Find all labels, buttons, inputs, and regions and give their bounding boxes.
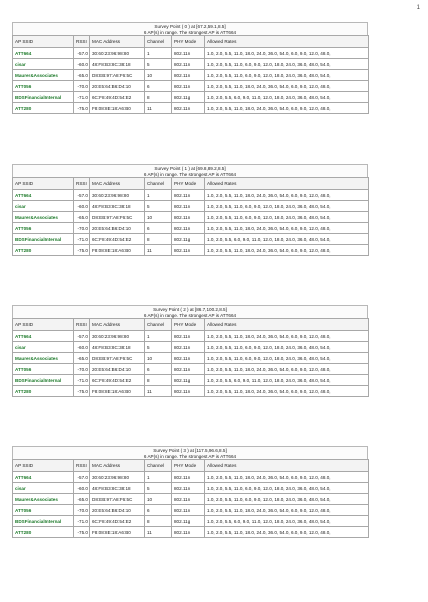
phy-mode-cell: 802.11n xyxy=(172,494,205,505)
allowed-rates-cell: 1.0, 2.0, 5.5, 11.0, 6.0, 9.0, 12.0, 18.0, 24.0, 36.0, 48.0, 54.0, xyxy=(205,494,369,505)
allowed-rates-cell: 1.0, 2.0, 5.5, 6.0, 9.0, 11.0, 12.0, 18.0, 24.0, 36.0, 48.0, 54.0, xyxy=(205,234,369,245)
allowed-rates-cell: 1.0, 2.0, 5.5, 6.0, 9.0, 11.0, 12.0, 18.0, 24.0, 36.0, 48.0, 54.0, xyxy=(205,375,369,386)
rssi-cell: -70.0 xyxy=(74,364,90,375)
survey-title: Survey Point ( 3 ) at [117.5,96.6,8.5] xyxy=(153,447,227,453)
table-header-row xyxy=(13,319,369,331)
rssi-cell: -57.0 xyxy=(74,331,90,342)
ap-ssid-cell: cisar xyxy=(13,201,74,212)
rssi-header: RSSI xyxy=(74,319,90,331)
phy-mode-cell: 802.11n xyxy=(172,353,205,364)
table-row xyxy=(13,245,369,256)
survey-point-block xyxy=(12,22,368,114)
survey-caption xyxy=(12,446,368,459)
ap-ssid-cell: BDSFinancialInternal xyxy=(13,92,74,103)
allowed-rates-cell: 1.0, 2.0, 5.5, 11.0, 6.0, 9.0, 12.0, 18.0, 24.0, 36.0, 48.0, 54.0, xyxy=(205,201,369,212)
ap-ssid-cell: ATT056 xyxy=(13,505,74,516)
ap-ssid-cell: ATT056 xyxy=(13,364,74,375)
ap-ssid-header: AP SSID xyxy=(13,319,74,331)
channel-cell: 1 xyxy=(145,48,172,59)
ap-table xyxy=(12,177,369,256)
rssi-cell: -57.0 xyxy=(74,48,90,59)
table-row xyxy=(13,353,369,364)
allowed-rates-cell: 1.0, 2.0, 5.5, 11.0, 18.0, 24.0, 36.0, 54.0, 6.0, 9.0, 12.0, 48.0, xyxy=(205,103,369,114)
phy-mode-cell: 802.11n xyxy=(172,505,205,516)
ap-ssid-cell: ATT280 xyxy=(13,245,74,256)
rssi-cell: -65.0 xyxy=(74,353,90,364)
survey-caption xyxy=(12,164,368,177)
channel-cell: 10 xyxy=(145,70,172,81)
rssi-cell: -71.0 xyxy=(74,375,90,386)
rssi-header: RSSI xyxy=(74,178,90,190)
table-row xyxy=(13,48,369,59)
allowed-rates-cell: 1.0, 2.0, 5.5, 6.0, 9.0, 11.0, 12.0, 18.0, 24.0, 36.0, 48.0, 54.0, xyxy=(205,516,369,527)
mac-address-cell: D8:EB:97:A8:F6:5C xyxy=(90,70,145,81)
phy-mode-cell: 802.11n xyxy=(172,245,205,256)
page-number: 1 xyxy=(416,5,420,11)
allowed-rates-cell: 1.0, 2.0, 5.5, 11.0, 18.0, 24.0, 36.0, 54.0, 6.0, 9.0, 12.0, 48.0, xyxy=(205,505,369,516)
channel-cell: 11 xyxy=(145,245,172,256)
phy-mode-header: PHY Mode xyxy=(172,460,205,472)
table-header-row xyxy=(13,460,369,472)
survey-point-block xyxy=(12,164,368,256)
table-row xyxy=(13,527,369,538)
phy-mode-cell: 802.11n xyxy=(172,386,205,397)
mac-address-cell: 48:F8:B3:8C:38:18 xyxy=(90,201,145,212)
ap-ssid-cell: Maurer&Associates xyxy=(13,212,74,223)
phy-mode-header: PHY Mode xyxy=(172,178,205,190)
rssi-header: RSSI xyxy=(74,460,90,472)
table-row xyxy=(13,212,369,223)
mac-address-cell: D8:EB:97:A8:F6:5C xyxy=(90,494,145,505)
allowed-rates-cell: 1.0, 2.0, 5.5, 11.0, 6.0, 9.0, 12.0, 18.0, 24.0, 36.0, 48.0, 54.0, xyxy=(205,483,369,494)
phy-mode-cell: 802.11n xyxy=(172,483,205,494)
table-row xyxy=(13,331,369,342)
survey-point-block xyxy=(12,446,368,538)
rssi-cell: -65.0 xyxy=(74,494,90,505)
ap-ssid-cell: Maurer&Associates xyxy=(13,70,74,81)
rssi-cell: -65.0 xyxy=(74,212,90,223)
mac-address-cell: 30:60:23:96:98:80 xyxy=(90,48,145,59)
ap-ssid-header: AP SSID xyxy=(13,36,74,48)
survey-point-block xyxy=(12,305,368,397)
survey-title: Survey Point ( 0 ) at [67.2,59.1,8.5] xyxy=(154,23,226,29)
channel-cell: 11 xyxy=(145,527,172,538)
mac-address-cell: 48:F8:B3:8C:38:18 xyxy=(90,59,145,70)
table-header-row xyxy=(13,36,369,48)
ap-ssid-cell: ATT280 xyxy=(13,103,74,114)
table-row xyxy=(13,103,369,114)
table-row xyxy=(13,483,369,494)
rssi-cell: -70.0 xyxy=(74,505,90,516)
table-row xyxy=(13,516,369,527)
rssi-cell: -71.0 xyxy=(74,92,90,103)
allowed-rates-header: Allowed Rates xyxy=(205,178,369,190)
channel-cell: 10 xyxy=(145,353,172,364)
allowed-rates-header: Allowed Rates xyxy=(205,460,369,472)
phy-mode-cell: 802.11n xyxy=(172,364,205,375)
allowed-rates-cell: 1.0, 2.0, 5.5, 11.0, 6.0, 9.0, 12.0, 18.0, 24.0, 36.0, 48.0, 54.0, xyxy=(205,212,369,223)
channel-cell: 11 xyxy=(145,103,172,114)
channel-cell: 1 xyxy=(145,331,172,342)
mac-address-cell: 6C:F8:49:4D:54:E2 xyxy=(90,375,145,386)
phy-mode-cell: 802.11n xyxy=(172,342,205,353)
allowed-rates-cell: 1.0, 2.0, 5.5, 6.0, 9.0, 11.0, 12.0, 18.0, 24.0, 36.0, 48.0, 54.0, xyxy=(205,92,369,103)
mac-address-cell: D8:EB:97:A8:F6:5C xyxy=(90,353,145,364)
rssi-cell: -70.0 xyxy=(74,223,90,234)
phy-mode-cell: 802.11g xyxy=(172,375,205,386)
phy-mode-cell: 802.11n xyxy=(172,190,205,201)
allowed-rates-cell: 1.0, 2.0, 5.5, 11.0, 6.0, 9.0, 12.0, 18.0, 24.0, 36.0, 48.0, 54.0, xyxy=(205,342,369,353)
mac-address-cell: F8:08:8E:18:A6:B0 xyxy=(90,103,145,114)
allowed-rates-cell: 1.0, 2.0, 5.5, 11.0, 18.0, 24.0, 36.0, 54.0, 6.0, 9.0, 12.0, 48.0, xyxy=(205,527,369,538)
channel-cell: 8 xyxy=(145,234,172,245)
channel-cell: 5 xyxy=(145,483,172,494)
allowed-rates-cell: 1.0, 2.0, 5.5, 11.0, 18.0, 24.0, 36.0, 54.0, 6.0, 9.0, 12.0, 48.0, xyxy=(205,81,369,92)
channel-header: Channel xyxy=(145,36,172,48)
phy-mode-cell: 802.11g xyxy=(172,92,205,103)
phy-mode-header: PHY Mode xyxy=(172,36,205,48)
phy-mode-cell: 802.11n xyxy=(172,331,205,342)
mac-address-cell: 30:60:23:96:98:80 xyxy=(90,331,145,342)
allowed-rates-cell: 1.0, 2.0, 5.5, 11.0, 18.0, 24.0, 36.0, 54.0, 6.0, 9.0, 12.0, 48.0, xyxy=(205,472,369,483)
allowed-rates-header: Allowed Rates xyxy=(205,36,369,48)
ap-table xyxy=(12,35,369,114)
mac-address-header: MAC Address xyxy=(90,36,145,48)
phy-mode-cell: 802.11n xyxy=(172,103,205,114)
channel-cell: 1 xyxy=(145,190,172,201)
phy-mode-cell: 802.11n xyxy=(172,527,205,538)
allowed-rates-cell: 1.0, 2.0, 5.5, 11.0, 6.0, 9.0, 12.0, 18.0, 24.0, 36.0, 48.0, 54.0, xyxy=(205,59,369,70)
phy-mode-cell: 802.11n xyxy=(172,212,205,223)
allowed-rates-cell: 1.0, 2.0, 5.5, 11.0, 18.0, 24.0, 36.0, 54.0, 6.0, 9.0, 12.0, 48.0, xyxy=(205,190,369,201)
phy-mode-cell: 802.11n xyxy=(172,70,205,81)
channel-cell: 8 xyxy=(145,92,172,103)
channel-cell: 10 xyxy=(145,494,172,505)
rssi-cell: -60.0 xyxy=(74,483,90,494)
channel-header: Channel xyxy=(145,178,172,190)
channel-cell: 10 xyxy=(145,212,172,223)
survey-caption xyxy=(12,22,368,35)
survey-summary: 6 AP(s) in range. The strongest AP is ATT664 xyxy=(143,171,237,177)
table-row xyxy=(13,472,369,483)
phy-mode-cell: 802.11n xyxy=(172,59,205,70)
ap-ssid-cell: ATT056 xyxy=(13,223,74,234)
ap-ssid-cell: Maurer&Associates xyxy=(13,353,74,364)
ap-ssid-cell: cisar xyxy=(13,59,74,70)
ap-ssid-cell: BDSFinancialInternal xyxy=(13,516,74,527)
phy-mode-cell: 802.11n xyxy=(172,48,205,59)
rssi-cell: -70.0 xyxy=(74,81,90,92)
ap-ssid-cell: cisar xyxy=(13,342,74,353)
mac-address-cell: 6C:F8:49:4D:54:E2 xyxy=(90,92,145,103)
rssi-cell: -71.0 xyxy=(74,234,90,245)
mac-address-cell: 20:E5:64:B6:D4:10 xyxy=(90,364,145,375)
ap-table xyxy=(12,318,369,397)
mac-address-cell: 20:E5:64:B6:D4:10 xyxy=(90,81,145,92)
channel-cell: 1 xyxy=(145,472,172,483)
allowed-rates-cell: 1.0, 2.0, 5.5, 11.0, 18.0, 24.0, 36.0, 54.0, 6.0, 9.0, 12.0, 48.0, xyxy=(205,48,369,59)
allowed-rates-cell: 1.0, 2.0, 5.5, 11.0, 6.0, 9.0, 12.0, 18.0, 24.0, 36.0, 48.0, 54.0, xyxy=(205,70,369,81)
allowed-rates-cell: 1.0, 2.0, 5.5, 11.0, 18.0, 24.0, 36.0, 54.0, 6.0, 9.0, 12.0, 48.0, xyxy=(205,223,369,234)
rssi-cell: -75.0 xyxy=(74,527,90,538)
table-row xyxy=(13,364,369,375)
phy-mode-cell: 802.11n xyxy=(172,472,205,483)
table-row xyxy=(13,70,369,81)
table-row xyxy=(13,375,369,386)
allowed-rates-cell: 1.0, 2.0, 5.5, 11.0, 18.0, 24.0, 36.0, 54.0, 6.0, 9.0, 12.0, 48.0, xyxy=(205,364,369,375)
phy-mode-header: PHY Mode xyxy=(172,319,205,331)
table-row xyxy=(13,234,369,245)
ap-ssid-cell: ATT280 xyxy=(13,527,74,538)
allowed-rates-cell: 1.0, 2.0, 5.5, 11.0, 18.0, 24.0, 36.0, 54.0, 6.0, 9.0, 12.0, 48.0, xyxy=(205,245,369,256)
survey-summary: 6 AP(s) in range. The strongest AP is ATT664 xyxy=(143,29,237,35)
mac-address-cell: 30:60:23:96:98:80 xyxy=(90,190,145,201)
allowed-rates-cell: 1.0, 2.0, 5.5, 11.0, 18.0, 24.0, 36.0, 54.0, 6.0, 9.0, 12.0, 48.0, xyxy=(205,386,369,397)
rssi-cell: -65.0 xyxy=(74,70,90,81)
rssi-cell: -75.0 xyxy=(74,245,90,256)
allowed-rates-cell: 1.0, 2.0, 5.5, 11.0, 18.0, 24.0, 36.0, 54.0, 6.0, 9.0, 12.0, 48.0, xyxy=(205,331,369,342)
mac-address-cell: 6C:F8:49:4D:54:E2 xyxy=(90,516,145,527)
ap-ssid-cell: BDSFinancialInternal xyxy=(13,375,74,386)
channel-cell: 8 xyxy=(145,516,172,527)
mac-address-header: MAC Address xyxy=(90,460,145,472)
survey-title: Survey Point ( 2 ) at [86.7,100.2,8.5] xyxy=(153,306,227,312)
ap-ssid-cell: ATT664 xyxy=(13,48,74,59)
channel-cell: 5 xyxy=(145,342,172,353)
mac-address-header: MAC Address xyxy=(90,319,145,331)
table-row xyxy=(13,342,369,353)
ap-ssid-cell: ATT056 xyxy=(13,81,74,92)
table-row xyxy=(13,505,369,516)
rssi-header: RSSI xyxy=(74,36,90,48)
ap-ssid-cell: cisar xyxy=(13,483,74,494)
rssi-cell: -60.0 xyxy=(74,201,90,212)
mac-address-cell: F8:08:8E:18:A6:B0 xyxy=(90,527,145,538)
phy-mode-cell: 802.11n xyxy=(172,223,205,234)
table-row xyxy=(13,190,369,201)
allowed-rates-cell: 1.0, 2.0, 5.5, 11.0, 6.0, 9.0, 12.0, 18.0, 24.0, 36.0, 48.0, 54.0, xyxy=(205,353,369,364)
survey-summary: 6 AP(s) in range. The strongest AP is ATT664 xyxy=(143,453,237,459)
table-row xyxy=(13,494,369,505)
ap-ssid-cell: ATT664 xyxy=(13,331,74,342)
table-row xyxy=(13,223,369,234)
mac-address-header: MAC Address xyxy=(90,178,145,190)
mac-address-cell: 48:F8:B3:8C:38:18 xyxy=(90,483,145,494)
channel-header: Channel xyxy=(145,319,172,331)
phy-mode-cell: 802.11n xyxy=(172,81,205,92)
rssi-cell: -57.0 xyxy=(74,472,90,483)
mac-address-cell: 20:E5:64:B6:D4:10 xyxy=(90,505,145,516)
channel-cell: 5 xyxy=(145,59,172,70)
rssi-cell: -60.0 xyxy=(74,59,90,70)
rssi-cell: -71.0 xyxy=(74,516,90,527)
rssi-cell: -57.0 xyxy=(74,190,90,201)
phy-mode-cell: 802.11n xyxy=(172,201,205,212)
ap-ssid-header: AP SSID xyxy=(13,460,74,472)
rssi-cell: -75.0 xyxy=(74,103,90,114)
rssi-cell: -60.0 xyxy=(74,342,90,353)
survey-title: Survey Point ( 1 ) at [69.8,89.2,8.5] xyxy=(154,165,226,171)
mac-address-cell: D8:EB:97:A8:F6:5C xyxy=(90,212,145,223)
channel-cell: 6 xyxy=(145,364,172,375)
channel-cell: 8 xyxy=(145,375,172,386)
table-header-row xyxy=(13,178,369,190)
survey-summary: 6 AP(s) in range. The strongest AP is ATT664 xyxy=(143,312,237,318)
mac-address-cell: F8:08:8E:18:A6:B0 xyxy=(90,245,145,256)
ap-table xyxy=(12,459,369,538)
table-row xyxy=(13,81,369,92)
table-row xyxy=(13,92,369,103)
ap-ssid-cell: ATT280 xyxy=(13,386,74,397)
mac-address-cell: 30:60:23:96:98:80 xyxy=(90,472,145,483)
ap-ssid-cell: BDSFinancialInternal xyxy=(13,234,74,245)
channel-header: Channel xyxy=(145,460,172,472)
channel-cell: 6 xyxy=(145,223,172,234)
mac-address-cell: 20:E5:64:B6:D4:10 xyxy=(90,223,145,234)
table-row xyxy=(13,201,369,212)
table-row xyxy=(13,386,369,397)
phy-mode-cell: 802.11g xyxy=(172,234,205,245)
ap-ssid-cell: Maurer&Associates xyxy=(13,494,74,505)
ap-ssid-cell: ATT664 xyxy=(13,190,74,201)
allowed-rates-header: Allowed Rates xyxy=(205,319,369,331)
rssi-cell: -75.0 xyxy=(74,386,90,397)
ap-ssid-cell: ATT664 xyxy=(13,472,74,483)
survey-caption xyxy=(12,305,368,318)
channel-cell: 5 xyxy=(145,201,172,212)
channel-cell: 6 xyxy=(145,505,172,516)
mac-address-cell: F8:08:8E:18:A6:B0 xyxy=(90,386,145,397)
table-row xyxy=(13,59,369,70)
mac-address-cell: 48:F8:B3:8C:38:18 xyxy=(90,342,145,353)
channel-cell: 6 xyxy=(145,81,172,92)
phy-mode-cell: 802.11g xyxy=(172,516,205,527)
channel-cell: 11 xyxy=(145,386,172,397)
ap-ssid-header: AP SSID xyxy=(13,178,74,190)
mac-address-cell: 6C:F8:49:4D:54:E2 xyxy=(90,234,145,245)
